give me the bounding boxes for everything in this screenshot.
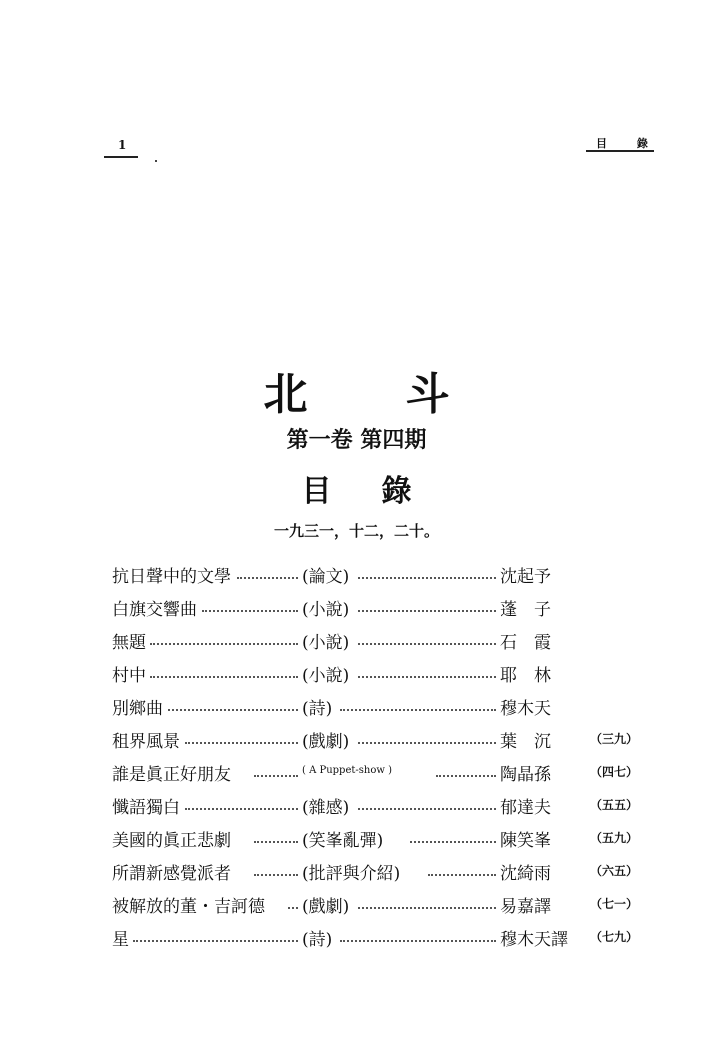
issue-date: 一九三一，十二，二十。 xyxy=(273,522,439,540)
journal-title-left: 北 xyxy=(263,369,308,420)
toc-entry xyxy=(112,723,672,756)
toc-entry xyxy=(112,624,672,657)
leader-dots xyxy=(340,940,496,942)
toc-heading-left: 目 xyxy=(301,474,332,509)
toc-entry xyxy=(112,822,672,855)
toc-entry-author: 陶晶孫 xyxy=(500,765,551,785)
toc-entry-title: 懺語獨白 xyxy=(112,798,180,818)
leader-dots xyxy=(410,841,496,843)
toc-entry-title: 村中 xyxy=(112,666,146,686)
toc-entry-author: 易嘉譯 xyxy=(500,897,551,917)
toc-entry-author: 沈起予 xyxy=(500,567,551,587)
toc-entry-author: 沈綺雨 xyxy=(500,864,551,884)
toc-entry-author: 陳笑峯 xyxy=(500,831,551,851)
toc-entry-title: 無題 xyxy=(112,633,146,653)
toc-entry-genre: (笑峯亂彈) xyxy=(302,831,384,851)
volume-issue: 第一卷 第四期 xyxy=(286,427,427,453)
toc-entry-title: 被解放的董・吉訶德 xyxy=(112,897,265,917)
leader-dots xyxy=(358,808,496,810)
leader-dots xyxy=(358,742,496,744)
leader-dots xyxy=(150,676,298,678)
toc-entry-author: 穆木天譯 xyxy=(500,930,568,950)
toc-entry-author: 石 霞 xyxy=(500,633,551,653)
leader-dots xyxy=(254,874,298,876)
toc-entry-page: （五五） xyxy=(590,798,639,812)
journal-title-right: 斗 xyxy=(405,369,450,420)
header-rule-left xyxy=(104,156,138,158)
toc-entry-page: （四七） xyxy=(590,765,639,779)
journal-title xyxy=(0,358,713,422)
leader-dots xyxy=(358,907,496,909)
toc-entry-genre: (小說) xyxy=(302,666,350,686)
header-rule-right xyxy=(586,150,654,152)
leader-dots xyxy=(150,643,298,645)
leader-dots xyxy=(358,676,496,678)
leader-dots xyxy=(254,775,298,777)
toc-heading-right: 錄 xyxy=(381,474,412,509)
toc-entry-genre: (論文) xyxy=(302,567,350,587)
leader-dots xyxy=(168,709,298,711)
toc-entry-genre: (批評與介紹) xyxy=(302,864,401,884)
toc-entry-title: 所謂新感覺派者 xyxy=(112,864,231,884)
toc-entry-author: 耶 林 xyxy=(500,666,551,686)
toc-entry xyxy=(112,855,672,888)
toc-entry-page: （七一） xyxy=(590,897,639,911)
toc-entry xyxy=(112,789,672,822)
leader-dots xyxy=(288,907,298,909)
toc-entry-genre: (戲劇) xyxy=(302,897,350,917)
leader-dots xyxy=(254,841,298,843)
toc-entry xyxy=(112,591,672,624)
toc-entry-genre: (小說) xyxy=(302,633,350,653)
toc-entry-title: 別鄉曲 xyxy=(112,699,163,719)
toc-entry-author: 穆木天 xyxy=(500,699,551,719)
running-header: 目 錄 xyxy=(596,137,661,150)
leader-dots xyxy=(185,808,298,810)
toc-entry-title: 美國的眞正悲劇 xyxy=(112,831,231,851)
leader-dots xyxy=(358,577,496,579)
toc-entry-author: 蓬 子 xyxy=(500,600,551,620)
toc-entry xyxy=(112,921,672,954)
toc-entry-title: 租界風景 xyxy=(112,732,180,752)
toc-entry-page: （五九） xyxy=(590,831,639,845)
toc-entry-genre: (詩) xyxy=(302,699,333,719)
leader-dots xyxy=(428,874,496,876)
toc-entry xyxy=(112,558,672,591)
leader-dots xyxy=(202,610,298,612)
table-of-contents xyxy=(112,558,672,954)
toc-entry xyxy=(112,657,672,690)
toc-entry-genre: ( A Puppet-show ) xyxy=(302,765,392,776)
toc-entry-author: 郁達夫 xyxy=(500,798,551,818)
toc-entry-title: 誰是眞正好朋友 xyxy=(112,765,231,785)
toc-entry-page: （三九） xyxy=(590,732,639,746)
page-number: 1 xyxy=(118,138,127,152)
toc-entry-genre: (雜感) xyxy=(302,798,350,818)
toc-entry xyxy=(112,888,672,921)
toc-entry-genre: (戲劇) xyxy=(302,732,350,752)
toc-entry-page: （七九） xyxy=(590,930,639,944)
leader-dots xyxy=(358,610,496,612)
leader-dots xyxy=(133,940,298,942)
toc-entry xyxy=(112,756,672,789)
toc-entry xyxy=(112,690,672,723)
leader-dots xyxy=(185,742,298,744)
ink-speck xyxy=(155,160,157,162)
leader-dots xyxy=(237,577,298,579)
toc-heading xyxy=(0,466,713,510)
leader-dots xyxy=(436,775,496,777)
leader-dots xyxy=(358,643,496,645)
toc-entry-genre: (小說) xyxy=(302,600,350,620)
leader-dots xyxy=(340,709,496,711)
toc-entry-page: （六五） xyxy=(590,864,639,878)
toc-entry-title: 星 xyxy=(112,930,129,950)
toc-entry-title: 白旗交響曲 xyxy=(112,600,197,620)
toc-entry-title: 抗日聲中的文學 xyxy=(112,567,231,587)
toc-entry-author: 葉 沉 xyxy=(500,732,551,752)
toc-entry-genre: (詩) xyxy=(302,930,333,950)
